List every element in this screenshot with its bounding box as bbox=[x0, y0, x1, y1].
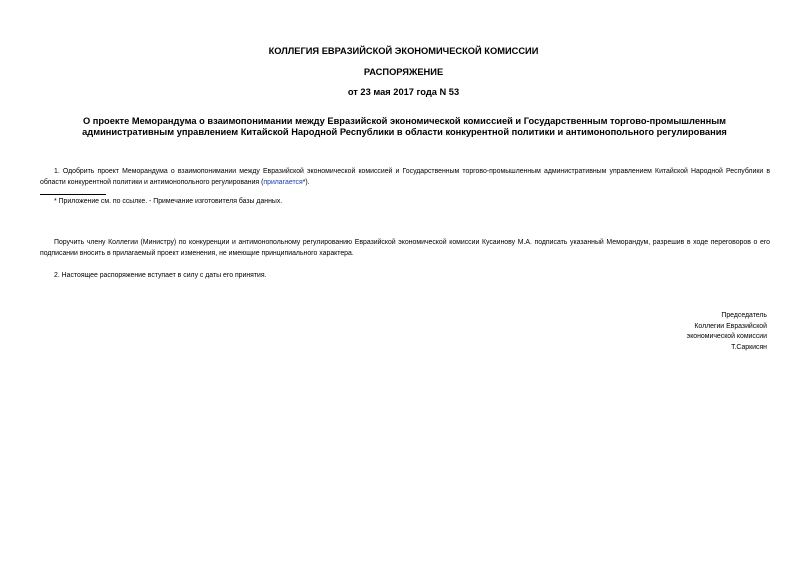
organization-heading: КОЛЛЕГИЯ ЕВРАЗИЙСКОЙ ЭКОНОМИЧЕСКОЙ КОМИССИИ bbox=[268, 46, 539, 56]
document-title: О проекте Меморандума о взаимопонимании между Евразийской экономической комиссией и Государственным торгово-промышленным административным управлением Китайской Народной Республики в области конкурентной политики и антимонопольного регулирования bbox=[82, 116, 727, 137]
attachment-link[interactable]: прилагается bbox=[263, 178, 303, 186]
footnote: * Приложение см. по ссылке. - Примечание изготовителя базы данных. bbox=[54, 198, 283, 205]
signature-name: Т.Саркисян bbox=[731, 343, 767, 351]
signature-position-line-3: экономической комиссии bbox=[686, 333, 767, 340]
paragraph-1-text: 1. Одобрить проект Меморандума о взаимопонимании между Евразийской экономической комиссией и Государственным торгово-промышленным административным управлением Китайской Народной Республики в области конкурентной политики и антимонопольного регулирования ( bbox=[40, 168, 770, 186]
document-date: от 23 мая 2017 года N 53 bbox=[347, 87, 460, 97]
signature-position-line-2: Коллегии Евразийской bbox=[694, 322, 767, 330]
paragraph-1-tail: *). bbox=[302, 178, 310, 186]
paragraph-2: Поручить члену Коллегии (Министру) по конкуренции и антимонопольному регулированию Евразийской экономической комиссии Кусаинову М.А. подписать указанный Меморандум, разрешив в ходе переговоров о его подписании вносить в прилагаемый проект изменения, не имеющие принципиального характера. bbox=[40, 239, 770, 257]
paragraph-1 bbox=[40, 167, 770, 188]
document-type-heading: РАСПОРЯЖЕНИЕ bbox=[363, 67, 444, 77]
paragraph-3: 2. Настоящее распоряжение вступает в силу с даты его принятия. bbox=[54, 272, 267, 279]
signature-position-line-1: Председатель bbox=[721, 312, 767, 319]
signature-block bbox=[687, 311, 767, 353]
footnote-divider bbox=[40, 194, 106, 195]
